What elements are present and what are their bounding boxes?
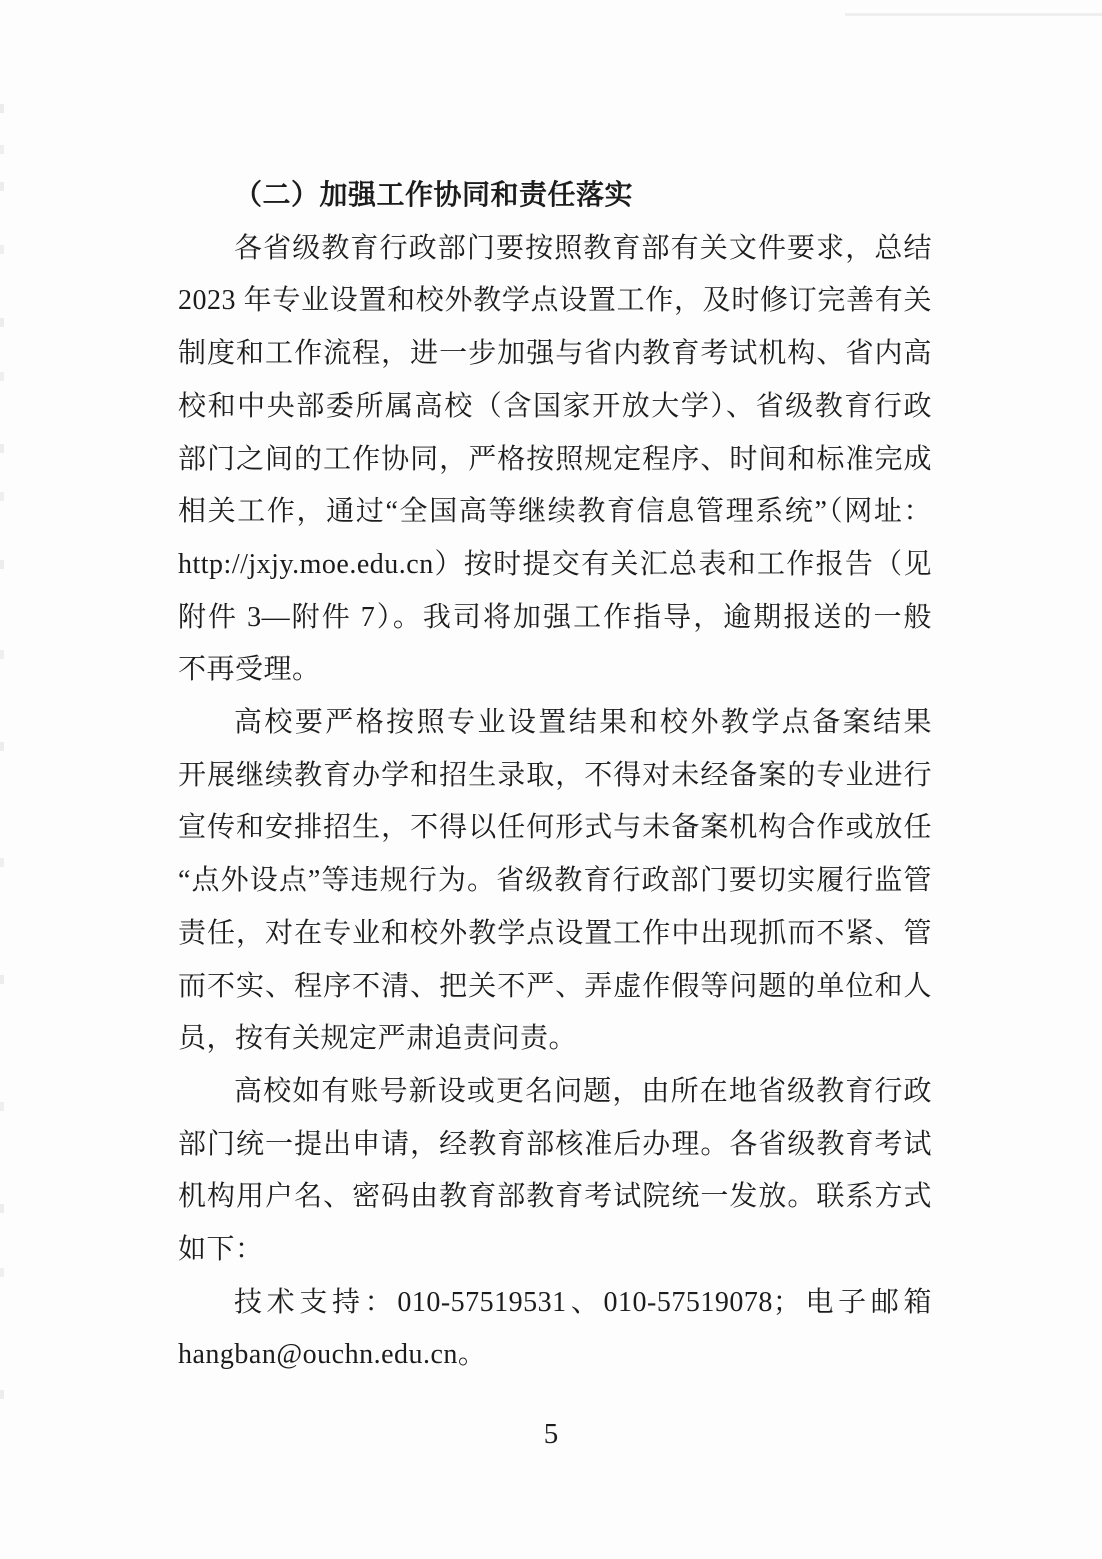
text-line: 2023 年专业设置和校外教学点设置工作，及时修订完善有关 <box>178 285 932 317</box>
text-line: 制度和工作流程，进一步加强与省内教育考试机构、省内高 <box>178 338 932 370</box>
text-line: 高校要严格按照专业设置结果和校外教学点备案结果 <box>234 707 932 739</box>
scan-artifact-edge-marks <box>0 0 4 9</box>
text-line: 不再受理。 <box>178 654 321 686</box>
text-line: 而不实、程序不清、把关不严、弄虚作假等问题的单位和人 <box>178 970 932 1002</box>
text-line: 各省级教育行政部门要按照教育部有关文件要求，总结 <box>234 232 932 264</box>
text-line: 宣传和安排招生，不得以任何形式与未备案机构合作或放任 <box>178 812 932 844</box>
text-line: 员，按有关规定严肃追责问责。 <box>178 1023 578 1055</box>
text-line: 相关工作，通过“全国高等继续教育信息管理系统”（网址： <box>178 496 932 528</box>
text-line: 部门统一提出申请，经教育部核准后办理。各省级教育考试 <box>178 1128 932 1160</box>
text-line: 责任，对在专业和校外教学点设置工作中出现抓而不紧、管 <box>178 917 932 949</box>
text-line: 机构用户名、密码由教育部教育考试院统一发放。联系方式 <box>178 1181 932 1213</box>
page-number: 5 <box>543 1418 559 1450</box>
text-line: hangban@ouchn.edu.cn。 <box>178 1339 487 1371</box>
text-line: 校和中央部委所属高校（含国家开放大学）、省级教育行政 <box>178 390 932 422</box>
text-line: “点外设点”等违规行为。省级教育行政部门要切实履行监管 <box>178 865 932 897</box>
text-line: 开展继续教育办学和招生录取，不得对未经备案的专业进行 <box>178 759 932 791</box>
section-heading: （二）加强工作协同和责任落实 <box>234 180 634 211</box>
text-line: http://jxjy.moe.edu.cn）按时提交有关汇总表和工作报告（见 <box>178 548 932 580</box>
text-line: 高校如有账号新设或更名问题，由所在地省级教育行政 <box>234 1075 932 1107</box>
document-body <box>178 170 932 1382</box>
text-line: 技术支持：010-57519531、010-57519078；电子邮箱 <box>234 1286 932 1318</box>
paragraphs <box>178 223 932 1382</box>
text-line: 部门之间的工作协同，严格按照规定程序、时间和标准完成 <box>178 443 932 475</box>
text-line: 附件 3—附件 7）。我司将加强工作指导，逾期报送的一般 <box>178 601 932 633</box>
scan-artifact-top <box>845 13 1102 16</box>
text-line: 如下： <box>178 1234 264 1266</box>
